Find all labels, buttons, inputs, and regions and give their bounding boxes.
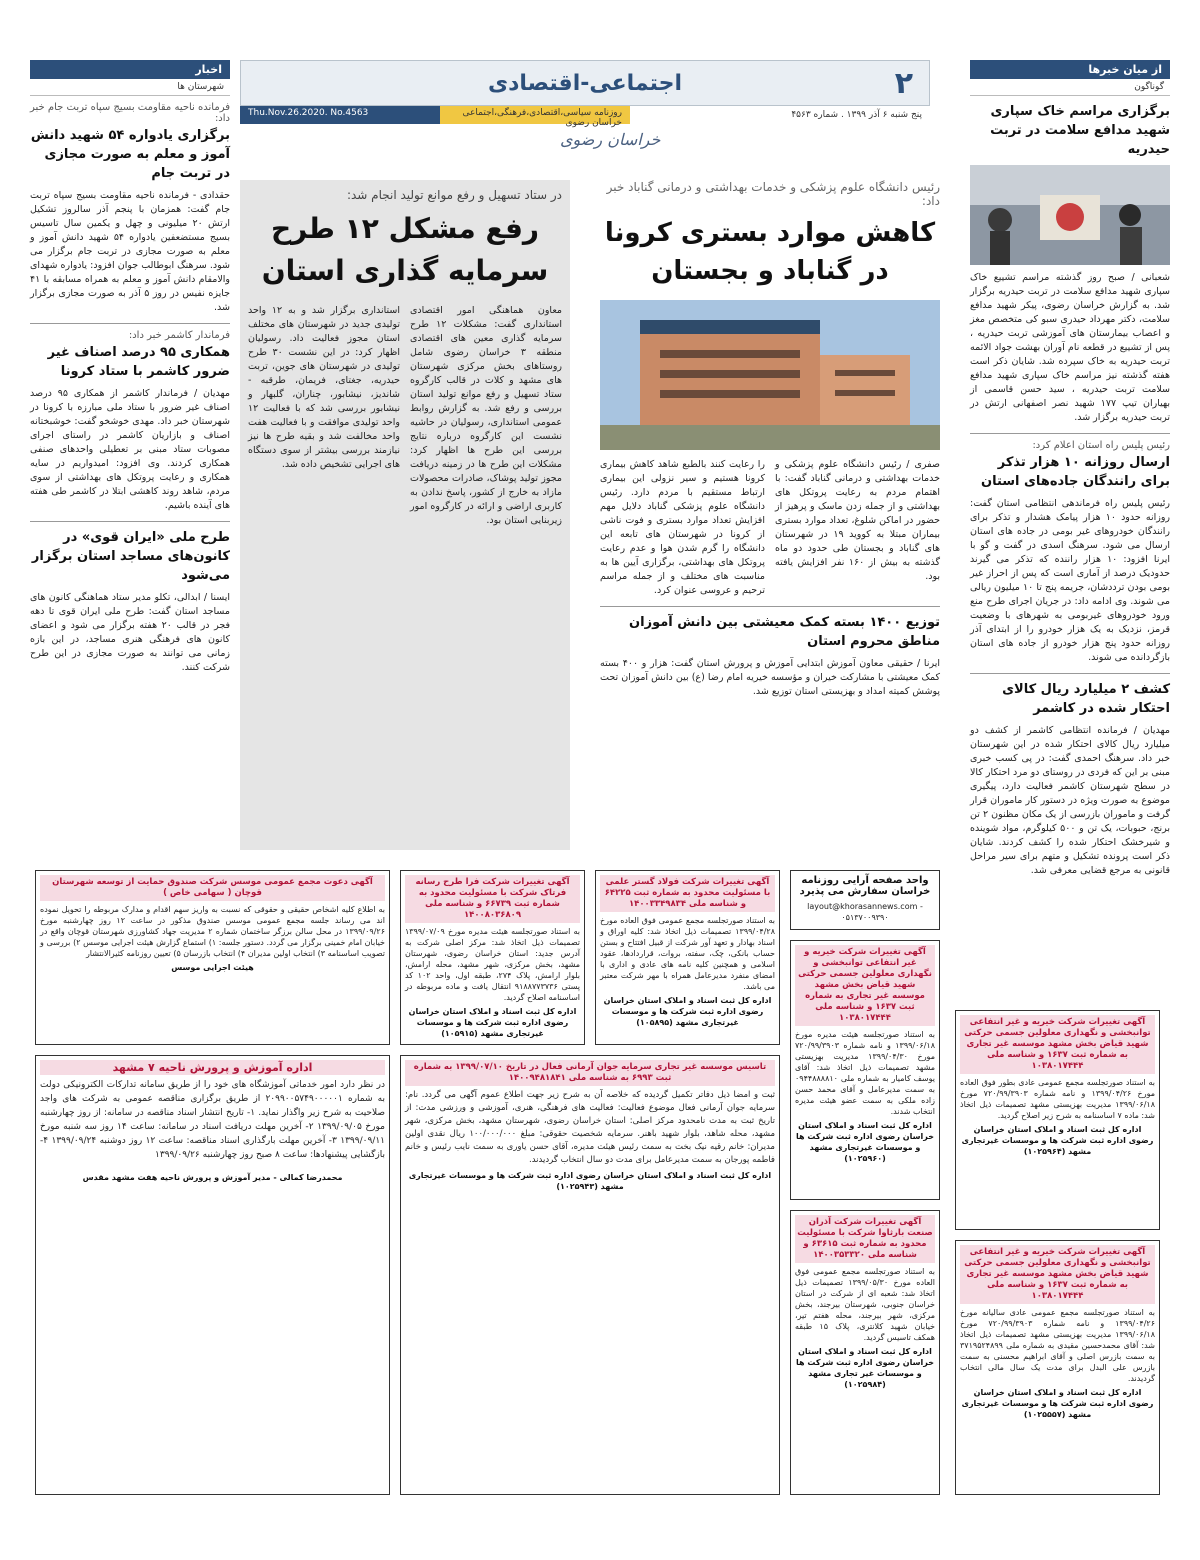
left-column-header: اخبار [30,60,230,79]
ad-title: اداره آموزش و پرورش ناحیه ۷ مشهد [40,1060,385,1075]
ad-foolad [595,870,780,1045]
story-kicker: فرماندار کاشمر خبر داد: [128,330,230,341]
story-body: استانداری برگزار شد و به ۱۲ واحد تولیدی جدید در شهرستان های مختلف استان مجوز فعالیت داد. رسولیان اظهار کرد: در این نشست ۳۰ طرح تولیدی در شهرستان های جوین، تربت حیدریه، جغتای، فریمان، طرقبه - شاندیز، نیشابور، چناران، گلبهار و نیشابور بررسی شد که با فعالیت ۱۲ واحد تولیدی موافقت و با فعالیت هفت واحد مخالفت شد و بقیه طرح ها نیز نیازمند بررسی بیشتر از سوی دستگاه های اجرایی تشخیص داده شد. [248,305,400,470]
story-title: کاهش موارد بستری کرونا در گناباد و بجستان [604,218,936,286]
left-column [30,60,230,675]
ad-fartak [400,870,585,1045]
info-bar [240,106,930,128]
story-kicker: رئیس دانشگاه علوم پزشکی و خدمات بهداشتی و درمانی گناباد خبر داد: [606,180,940,208]
story-title: رفع مشکل ۱۲ طرح سرمایه گذاری استان [261,212,549,287]
story-title: برگزاری یادواره ۵۴ شهید دانش آموز و معلم به صورت مجازی در تربت جام [30,128,230,181]
story-body: مهدیان / فرماندار کاشمر از همکاری ۹۵ درصد اصناف غیر ضرور با ستاد ملی مبارزه با کرونا در شهرستان خبر داد. مهدی خوشخو گفت: خوشبختانه اصناف و بازاریان کاشمر در راستای اجرای مصوبات ستاد مبنی بر تعطیلی واحدهای صنفی همکاری کردند. وی افزود: امیدواریم در سایه همکاری و رعایت پروتکل های بهداشتی از سوی مردم، شاهد روند کاهشی ابتلا در کاشمر طی هفته های آینده باشیم. [30,388,230,511]
story-body: شعبانی / صبح روز گذشته مراسم تشییع خاک سپاری شهید مدافع سلامت در تربت حیدریه برگزار شد. به گزارش خراسان رضوی، پیکر شهید مدافع سلامت، دکتر مهرداد حیدری سبو کی متخصص مغز و اعصاب بیمارستان های آموزشی تربت حیدریه ، پس از تشییع در قطعه نام آوران بهشت جواد الائمه تربت حیدریه به خاک سپرده شد. شایان ذکر است هفته گذشته نیز مراسم خاک سپاری شهید مدافع سلامت تربت حیدریه ، سید حسن قاسمی از بهیاران تیپ ۱۷۷ شهید نصر اصفهانی ارتش در تربت حیدریه برگزار شد. [970,272,1170,423]
ad-footer: اداره کل ثبت اسناد و املاک استان خراسان رضوی اداره ثبت شرکت ها و موسسات غیرتجاری مشهد (۱۰۲۵۹۶۴) [961,1125,1154,1156]
ad-footer: اداره کل ثبت اسناد و املاک استان خراسان رضوی اداره ثبت شرکت ها و موسسات غیر تجاری مشهد (۱۰۲۵۹۸۴) [796,1347,934,1389]
ad-title: واحد صفحه آرایی روزنامه خراسان سفارش می پذیرد [799,875,931,897]
center-left-story [240,180,570,850]
ad-layout-service [790,870,940,930]
ad-body: به استناد صورتجلسه مجمع عمومی فوق العاده مورخ ۱۳۹۹/۰۴/۲۸ تصمیمات ذیل اتخاذ شد: کلیه اوراق و اسناد بهادار و تعهد آور شرکت از قبیل افتتاح و بستن حساب بانکی، چک، سفته، بروات، قراردادها، عقود اسلامی و همچنین کلیه نامه های عادی و اداری با امضای منفرد مدیرعامل همراه با مهر شرکت معتبر می باشد. [600,916,775,991]
ad-body: در نظر دارد امور خدماتی آموزشگاه های خود را از طریق سامانه تدارکات الکترونیکی دولت به شماره ۲۰۹۹۰۰۵۷۴۹۰۰۰۰۰۱ از طریق برگزاری مناقصه عمومی به شرکت های واجد صلاحیت به شرح زیر واگذار نماید. ۱- تاریخ انتشار اسناد مناقصه در سامانه: از روز چهارشنبه مورخ ۱۳۹۹/۰۹/۰۵ ۲- آخرین مهلت دریافت اسناد در سامانه: ساعت ۱۴ روز سه شنبه مورخ ۱۳۹۹/۰۹/۱۱ ۳- آخرین مهلت بارگذاری اسناد مناقصه: ساعت ۱۲ روز دوشنبه ۱۳۹۹/۰۹/۲۴ ۴- بازگشایی پیشنهادها: ساعت ۸ صبح روز چهارشنبه ۱۳۹۹/۰۹/۲۶ [40,1080,385,1160]
ad-title: آگهی تغییرات شرکت آذران صنعت بارثاوا شرکت با مسئولیت محدود به شماره ثبت ۶۳۶۱۵ و شناسه ملی ۱۴۰۰۳۵۳۳۲۰ [795,1215,935,1263]
ad-title: آگهی تغییرات شرکت فولاد گستر علمی با مسئولیت محدود به شماره ثبت ۶۴۲۲۵ و شناسه ملی ۱۴۰۰۳۳۴۹۸۳۴ [600,875,775,912]
ad-ghiyaz-1 [790,940,940,1200]
story-body: رئیس پلیس راه فرماندهی انتظامی استان گفت: روزانه حدود ۱۰ هزار پیامک هشدار و تذکر برای رانندگان خودروهای غیر بومی در جاده های استان ارسال می شود. سرهنگ اسدی در گفت و گو با ایرنا افزود: ۱۰ هزار راننده که تذکر می گیرند حدودیک درصد از آماری است که پس از احراز غیر بومی بودن ترددشان، جریمه پنج تا ۱۰ میلیون ریالی می شوند. وی ادامه داد: در جریان اجرای طرح منع ورود خودروهای غیربومی به شهرهای با وضعیت قرمز، نزدیک به یک هزار خودرو را از ابتدای آذر روزانه حدود پنج هزار خودرو از جاده های استان بازگردانده می شوند. [970,498,1170,663]
story-title: کشف ۲ میلیارد ریال کالای احتکار شده در کاشمر [1002,682,1170,716]
ad-assembly-invite [35,870,390,1045]
ad-body: به استناد صورتجلسه هیئت مدیره مورخ ۱۳۹۹/۰۶/۱۸ و نامه شماره ۷۲۰/۹۹/۳۹۰۳ مورخ ۱۳۹۹/۰۴/۳۰ مدیریت بهزیستی مشهد تصمیمات ذیل اتخاذ شد: آقای یوسف کامیار به شماره ملی ۰۹۴۴۸۸۸۸۱۰ به سمت مدیرعامل و آقای محمد حسن زاده ملکی به سمت عضو هیئت مدیره انتخاب شدند. [795,1030,935,1116]
ad-contact: layout@khorasannews.com - ۰۵۱۳۷۰۰۹۳۹۰ [807,902,923,922]
story-body: ایسنا / ابدالی، تکلو مدیر ستاد هماهنگی کانون های مساجد استان گفت: طرح ملی ایران قوی تا دهه فجر در قالب ۲۰ هفته برگزار می شود و اعضای کانون های فرهنگی هنری مساجد، در این بازه زمانی می توانند به صورت مجازی در این طرح شرکت کنند. [30,592,231,673]
ad-footer: محمدرضا کمالی - مدیر آموزش و پرورش ناحیه هفت مشهد مقدس [82,1173,343,1182]
ad-ghiyaz-2 [955,1010,1160,1230]
page-number: ۲ [894,65,913,101]
story-body: ایرنا / حقیقی معاون آموزش ابتدایی آموزش و پرورش استان گفت: هزار و ۴۰۰ بسته کمک معیشتی با مشارکت خیران و مؤسسه خیریه امام رضا (ع) بین دانش آموزان تحت پوشش کمیته امداد و بهزیستی استان توزیع شد. [600,658,940,697]
story-title: ارسال روزانه ۱۰ هزار تذکر برای رانندگان جاده‌های استان [980,455,1170,489]
ad-footer: اداره کل ثبت اسناد و املاک استان خراسان رضوی اداره ثبت شرکت ها و موسسات غیرتجاری مشهد (۱۰۵۹۱۵) [408,1007,577,1038]
right-column [970,60,1170,878]
ad-body: به استناد صورتجلسه مجمع عمومی عادی بطور فوق العاده مورخ ۱۳۹۹/۰۴/۲۶ و نامه شماره ۷۲۰/۹۹/۳۹۰۳ مورخ ۱۳۹۹/۰۶/۱۸ مدیریت بهزیستی مشهد تصمیمات ذیل اتخاذ شد: ماده ۷ اساسنامه به شرح زیر اصلاح گردید. [960,1078,1155,1120]
story-title: همکاری ۹۵ درصد اصناف غیر ضرور کاشمر با ستاد کرونا [47,345,230,379]
ad-footer: هیئت اجرایی موسس [171,963,254,972]
story-body: صفری / رئیس دانشگاه علوم پزشکی و خدمات بهداشتی و درمانی گناباد گفت: با اهتمام مردم به رعایت پروتکل های بهداشتی و از جمله زدن ماسک و پرهیز از حضور در اماکن شلوغ، تعداد موارد بستری بیماران مبتلا به کووید ۱۹ در شهرستان های گناباد و بجستان طی حدود دو ماه گذشته به بیش از ۱۶۰ نفر افزایش یافته بود. [775,459,941,582]
story-kicker: فرمانده ناحیه مقاومت بسیج سپاه تربت جام خبر داد: [30,102,230,124]
right-column-subheader: گوناگون [970,79,1170,96]
masthead [240,60,930,160]
story-body: حقدادی - فرمانده ناحیه مقاومت بسیج سپاه تربت جام گفت: همزمان با پنجم آذر سالروز تشکیل ارتش ۲۰ میلیونی و چهل و یکمین سال تاسیس بسیج مستضعفین یادواره ۵۴ شهید دانش آموز و معلم به صورت مجازی در تربت جام برگزار می شود. سرهنگ ابوطالب جوان افزود: یادواره شهدای والامقام دانش آموز و معلم به همراه مسابقه با ۴۱ جایزه نفیس در روز ۵ آذر به صورت مجازی برگزار شد. [30,190,230,313]
ad-body: به استناد صورتجلسه هیئت مدیره مورخ ۱۳۹۹/۰۷/۰۹ تصمیمات ذیل اتخاذ شد: مرکز اصلی شرکت به آدرس جدید: استان خراسان رضوی، شهرستان مشهد، بخش مرکزی، شهر مشهد، محله ارامش، بلوار ارامش، پلاک ۲۷۴، طبقه اول، واحد ۱۰۲ کد پستی ۹۱۸۸۷۷۳۷۳۶ انتقال یافت و ماده مربوطه در اساسنامه اصلاح گردید. [405,927,580,1002]
right-column-header: از میان خبرها [970,60,1170,79]
ad-footer: اداره کل ثبت اسناد و املاک استان خراسان رضوی اداره ثبت شرکت ها و موسسات غیرتجاری مشهد (۱۰۲۵۹۴۳) [408,1171,772,1191]
ad-footer: اداره کل ثبت اسناد و املاک استان خراسان رضوی اداره ثبت شرکت ها و موسسات غیرتجاری مشهد (۱۰۲۵۹۶۰) [796,1121,934,1163]
ad-ghiyaz-3 [955,1240,1160,1495]
section-title: اجتماعی-اقتصادی [487,70,683,96]
story-kicker: در ستاد تسهیل و رفع موانع تولید انجام شد: [346,188,562,202]
ad-title: آگهی تغییرات شرکت فرا طرح رسانه فرتاک شرکت با مسئولیت محدود به شماره ثبت ۶۶۷۳۹ و شناسه ملی ۱۴۰۰۸۰۳۶۸۰۹ [405,875,580,923]
left-column-subheader: شهرستان ها [30,79,230,96]
story-body: را رعایت کنند بالطبع شاهد کاهش بیماری کرونا هستیم و سیر نزولی این بیماری ارتباط مستقیم با مردم دارد. رئیس دانشگاه علوم پزشکی گناباد دلایل مهم افزایش تعداد موارد بستری و فوت ناشی از کرونا در شهرستان های تابعه این دانشگاه را گرم شدن هوا و عدم رعایت پروتکل های بهداشتی، برگزاری آیین ها به مناسبت های مختلف و از جمله مراسم ترحیم و عروسی عنوان کرد. [600,459,765,596]
ad-body: به استناد صورتجلسه مجمع عمومی فوق العاده مورخ ۱۳۹۹/۰۵/۳۰ تصمیمات ذیل اتخاذ شد: شعبه ای از شرکت در استان خراسان جنوبی، شهرستان بیرجند، بخش مرکزی، شهر بیرجند، محله هفتم تیر، خیابان شهید کلانتری، پلاک ۱۵ طبقه همکف تاسیس گردید. [795,1267,935,1342]
story-body: معاون هماهنگی امور اقتصادی استانداری گفت: مشکلات ۱۲ طرح سرمایه گذاری معین های اقتصادی منطقه ۳ خراسان رضوی شامل روستاهای بخش مرکزی شهرستان های مشهد و کلات در قالب کارگروه ستاد تسهیل و رفع موانع تولید استان بررسی و رفع شد. به گزارش روابط عمومی استانداری، رسولیان در حاشیه نشست این کارگروه درباره نتایج بررسی این طرح ها اظهار کرد: مشکلات این طرح ها در زمینه دریافت مجوز تولید پوشاک، صادرات محصولات مازاد به خارج از کشور، پاسخ ندادن به کاربری اراضی و ارائه در کارگروه امور زیربنایی استان بود. [410,305,562,526]
ad-title: آگهی تغییرات شرکت خیریه و غیر انتفاعی توانبخشی و نگهداری معلولین جسمی حرکتی شهید قیاض بخش مشهد موسسه غیر تجاری به شماره ثبت ۱۶۳۷ و شناسه ملی ۱۰۳۸۰۱۷۴۴۴ [960,1245,1155,1304]
section-bar [240,60,930,106]
ad-title: آگهی دعوت مجمع عمومی موسس شرکت صندوق حمایت از توسعه شهرستان قوچان ( سهامی خاص ) [40,875,385,901]
issue-date: پنج شنبه ۶ آذر ۱۳۹۹ . شماره ۴۵۶۳ [791,110,922,120]
funeral-photo [970,165,1170,265]
ad-title: آگهی تغییرات شرکت خیریه و غیر انتفاعی توانبخشی و نگهداری معلولین جسمی حرکتی شهید قیاض بخش مشهد موسسه غیر تجاری به شماره ثبت ۱۶۳۷ و شناسه ملی ۱۰۳۸۰۱۷۴۴۴ [795,945,935,1026]
story-title: برگزاری مراسم خاک سپاری شهید مدافع سلامت در تربت حیدریه [990,104,1170,157]
ad-title: تاسیس موسسه غیر تجاری سرمایه جوان آرمانی فعال در تاریخ ۱۳۹۹/۰۷/۱۰ به شماره ثبت ۶۹۹۳ به شناسه ملی ۱۴۰۰۹۴۸۱۸۴۱ [405,1060,775,1086]
ad-body: به اطلاع کلیه اشخاص حقیقی و حقوقی که نسبت به واریز سهم اقدام و مدارک مربوطه را تحویل نموده اند می رساند جلسه مجمع عمومی موسس صندوق مذکور در ساعت ۱۲ روز چهارشنبه مورخ ۱۳۹۹/۰۹/۲۶ در محل سالن برزگر ساختمان شماره ۲ مدیریت جهاد کشاورزی شهرستان قوچان واقع در خیابان امام خمینی برگزار می گردد. دستور جلسه: ۱) استماع گزارش هیئت اجرایی موسس ۲) بررسی و تصویب اساسنامه ۳) انتخاب اولین مدیران ۴) انتخاب بازرسان ۵) تعیین روزنامه کثیرالانتشار [40,905,385,958]
paper-description: روزنامه سیاسی،اقتصادی،فرهنگی،اجتماعی خراسان رضوی [440,106,630,124]
ad-education-tender [35,1055,390,1495]
ad-footer: اداره کل ثبت اسناد و املاک استان خراسان رضوی اداره ثبت شرکت ها و موسسات غیرتجاری مشهد (۱۰۲۵۵۵۷) [961,1388,1154,1419]
story-kicker: رئیس پلیس راه استان اعلام کرد: [1032,440,1170,451]
ad-footer: اداره کل ثبت اسناد و املاک استان خراسان رضوی اداره ثبت شرکت ها و موسسات غیرتجاری مشهد (۱۰۵۸۹۵) [603,996,772,1027]
paper-logo: خراسان رضوی [560,130,661,149]
ad-armani [400,1055,780,1495]
ad-body: به استناد صورتجلسه مجمع عمومی عادی سالیانه مورخ ۱۳۹۹/۰۴/۲۶ و نامه شماره ۷۲۰/۹۹/۳۹۰۳ مورخ ۱۳۹۹/۰۶/۱۸ مدیریت بهزیستی مشهد تصمیمات ذیل اتخاذ شد: آقای محمدحسین مقیدی به شماره ملی ۳۷۱۹۵۲۴۸۹۹ به سمت بازرس اصلی و آقای ابراهیم محسنی به سمت بازرس علی البدل برای مدت یک سال مالی انتخاب گردیدند. [960,1308,1155,1383]
ad-body: ثبت و امضا ذیل دفاتر تکمیل گردیده که خلاصه آن به شرح زیر جهت اطلاع عموم آگهی می گردد. نام: سرمایه جوان آرمانی فعال موضوع فعالیت: فعالیت های فرهنگی، هنری، آموزشی و ورزشی مدت: از تاریخ ثبت به مدت نامحدود مرکز اصلی: استان خراسان رضوی، شهرستان مشهد، بخش مرکزی، شهر مشهد، محله شاهد، بلوار شهید باهنر. سرمایه شخصیت حقوقی: مبلغ ۱۰۰/۰۰۰/۰۰۰ ریال نقدی اولین مدیران: خانم رقیه نیک بخت به سمت رئیس هیئت مدیره، آقای حسن یاوری به سمت نایب رئیس و خانم فاطمه پورجان به سمت مدیرعامل برای مدت دو سال انتخاب گردیدند. [405,1090,775,1165]
hospital-photo [600,300,940,450]
center-right-story [600,180,940,699]
story-title: توزیع ۱۴۰۰ بسته کمک معیشتی بین دانش آموزان مناطق محروم استان [629,615,940,649]
issue-date-en: Thu.Nov.26.2020. No.4563 [240,106,440,124]
ad-azaran [790,1210,940,1495]
story-body: مهدیان / فرمانده انتظامی کاشمر از کشف دو میلیارد ریال کالای احتکار شده در این شهرستان خبر داد. سرهنگ احمدی گفت: در پی کسب خبری مبنی بر این که فردی در روستای دو مرد احتکار کالا در سطح شهرستان کاشمر فعالیت دارد، پیگیری موضوع به صورت ویژه در دستور کار ماموران قرار گرفت و ماموران بازرسی از یک مکان مظنون ۲ تن برنج، حبوبات، یک تن و ۵۰۰ کیلوگرم، مواد شوینده و شیرخشک احتکار شده را کشف کردند. شایان ذکر است پرونده تشکیل و متهم برای سیر مراحل قانونی به مرجع قضایی معرفی شد. [970,725,1170,876]
ad-title: آگهی تغییرات شرکت خیریه و غیر انتفاعی توانبخشی و نگهداری معلولین جسمی حرکتی شهید قیاض بخش مشهد موسسه غیر تجاری به شماره ثبت ۱۶۳۷ و شناسه ملی ۱۰۳۸۰۱۷۴۴۴ [960,1015,1155,1074]
story-title: طرح ملی «ایران قوی» در کانون‌های مساجد استان برگزار می‌شود [31,530,230,583]
